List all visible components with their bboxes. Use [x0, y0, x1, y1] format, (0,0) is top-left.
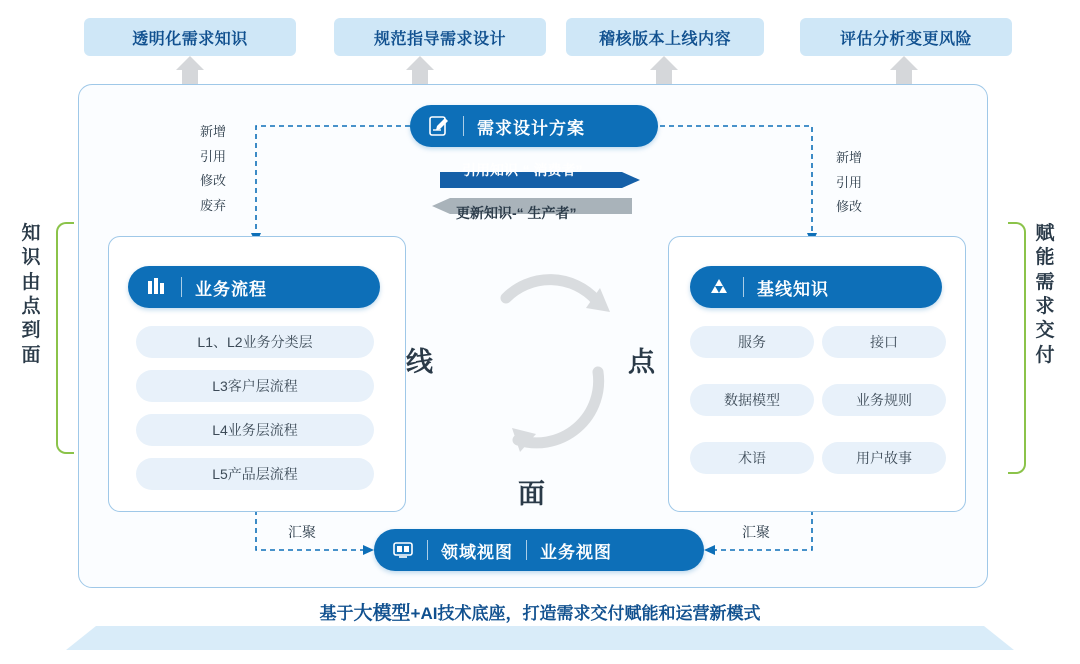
design-scheme-pill[interactable]	[410, 105, 658, 147]
caption-suffix: +AI技术底座，打造需求交付赋能和运营新模式	[410, 604, 761, 623]
right-anno-2: 引用	[836, 174, 863, 190]
baseline-item-3[interactable]	[690, 384, 814, 416]
top-box-2-label: 规范指导需求设计	[373, 30, 506, 48]
baseline-panel-label: 基线知识	[757, 279, 829, 299]
center-char-line: 线	[406, 347, 433, 377]
view-pill[interactable]	[374, 529, 704, 571]
process-item-2[interactable]	[136, 370, 374, 402]
center-char-plane: 面	[518, 479, 545, 509]
top-box-4-label: 评估分析变更风险	[839, 30, 972, 48]
process-item-1[interactable]	[136, 326, 374, 358]
baseline-item-1[interactable]	[690, 326, 814, 358]
baseline-item-6[interactable]	[822, 442, 946, 474]
caption-highlight: 大模型	[353, 603, 411, 624]
left-anno-2: 引用	[200, 148, 227, 164]
process-item-4-label: L5产品层流程	[212, 466, 298, 482]
baseline-item-5[interactable]	[690, 442, 814, 474]
process-panel-label: 业务流程	[195, 279, 267, 299]
right-side-label: 赋能需求交付	[1035, 223, 1055, 366]
caption-prefix: 基于	[319, 604, 354, 623]
baseline-item-1-label: 服务	[738, 334, 766, 350]
right-anno-3: 修改	[836, 199, 863, 215]
process-item-2-label: L3客户层流程	[212, 378, 298, 394]
process-item-3[interactable]	[136, 414, 374, 446]
center-char-point: 点	[628, 347, 655, 377]
baseline-item-4[interactable]	[822, 384, 946, 416]
left-annotations	[200, 120, 226, 219]
top-box-1-label: 透明化需求知识	[132, 30, 248, 48]
producer-band-label: 更新知识-“ 生产者”	[456, 205, 577, 221]
design-scheme-label: 需求设计方案	[477, 118, 585, 138]
consumer-band-label: 引用知识-“ 消费者”	[462, 162, 583, 178]
baseline-item-2[interactable]	[822, 326, 946, 358]
baseline-panel-pill[interactable]	[690, 266, 942, 308]
aggregate-label-right: 汇聚	[742, 524, 770, 540]
left-side-label: 知识由点到面	[21, 223, 41, 366]
right-annotations	[836, 146, 862, 220]
left-anno-3: 修改	[200, 173, 227, 189]
view-grid-icon	[392, 540, 414, 560]
right-anno-1: 新增	[836, 150, 863, 165]
bottom-caption	[0, 598, 1080, 625]
process-item-4[interactable]	[136, 458, 374, 490]
aggregate-label-left: 汇聚	[288, 524, 316, 540]
document-edit-icon	[428, 115, 450, 137]
process-item-1-label: L1、L2业务分类层	[197, 334, 313, 350]
baseline-item-2-label: 接口	[870, 334, 898, 350]
top-box-3-label: 稽核版本上线内容	[598, 30, 731, 48]
baseline-item-5-label: 术语	[738, 450, 766, 466]
baseline-item-3-label: 数据模型	[724, 392, 780, 408]
domain-view-label: 领域视图	[441, 542, 513, 562]
recycle-cloud-icon	[708, 277, 730, 297]
baseline-item-4-label: 业务规则	[856, 392, 912, 408]
baseline-item-6-label: 用户故事	[856, 450, 912, 466]
process-panel-pill[interactable]	[128, 266, 380, 308]
process-layers-icon	[146, 277, 168, 297]
process-item-3-label: L4业务层流程	[212, 422, 298, 438]
left-anno-4: 废弃	[200, 198, 227, 214]
left-anno-1: 新增	[200, 124, 227, 139]
business-view-label: 业务视图	[540, 542, 612, 562]
